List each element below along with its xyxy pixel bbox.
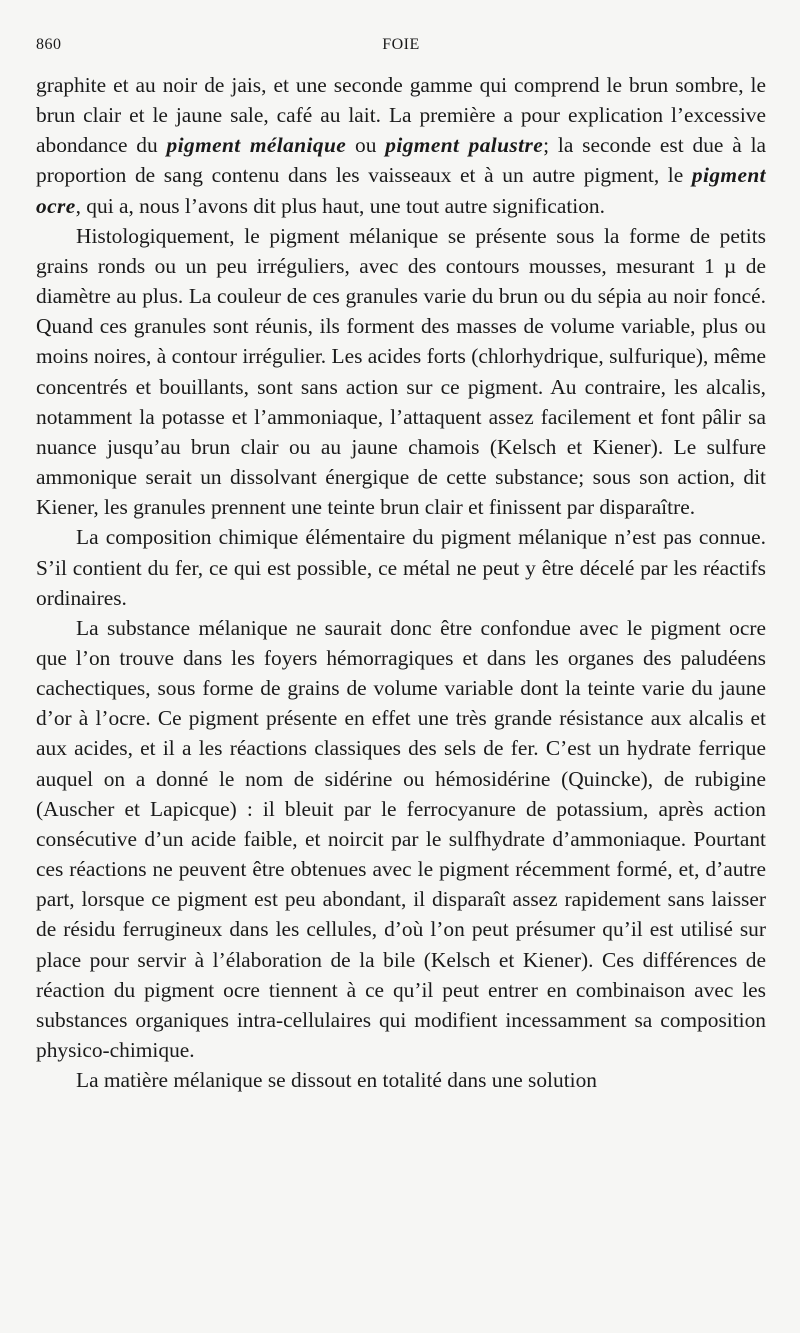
text-run: , qui a, nous l’avons dit plus haut, une tout autre signification.	[75, 193, 605, 218]
body-text	[36, 70, 766, 1095]
running-head	[36, 36, 766, 58]
italic-term: pigment mélanique	[166, 133, 347, 158]
paragraph	[36, 522, 766, 612]
text-run: La matière mélanique se dissout en totalité dans une solution	[76, 1068, 597, 1093]
text-run: La composition chimique élémentaire du pigment mélanique n’est pas connue. S’il contient du fer, ce qui est possible, ce métal ne peut y être décelé par les réactifs ordinaires.	[36, 525, 766, 610]
text-run: ; la seconde est due à la proportion de sang contenu dans les vaisseaux et à un autre pigment, le	[36, 133, 767, 188]
italic-term: pigment palustre	[385, 133, 544, 158]
text-run: La substance mélanique ne saurait donc être confondue avec le pigment ocre que l’on trouve dans les foyers hémorragiques et dans les organes des paludéens cachectiques, sous forme de grains de volume variable dont la teinte varie du jaune d’or à l’ocre. Ce pigment présente en effet une très grande résistance aux alcalis et aux acides, et il a les réactions classiques des sels de fer. C’est un hydrate ferrique auquel on a donné le nom de sidérine ou hémosidérine (Quincke), de rubigine (Auscher et Lapicque) : il bleuit par le ferrocyanure de potassium, après action consécutive d’un acide faible, et noircit par le sulfhydrate d’ammoniaque. Pourtant ces réactions ne peuvent être obtenues avec le pigment récemment formé, et, d’autre part, lorsque ce pigment est peu abondant, il disparaît assez rapidement sans laisser de résidu ferrugineux dans les cellules, d’où l’on peut présumer qu’il est utilisé sur place pour servir à l’élaboration de la bile (Kelsch et Kiener). Ces différences de réaction du pigment ocre tiennent à ce qu’il peut entrer en combinaison avec les substances organiques intra-cellulaires qui modifient incessamment sa composition physico-chimique.	[36, 615, 766, 1062]
text-run: graphite et au noir de jais, et une seconde gamme qui comprend le brun sombre, le brun clair et le jaune sale, café au lait. La première a pour explication l’excessive abondance du	[36, 73, 766, 158]
paragraph	[36, 221, 766, 523]
paragraph	[36, 70, 766, 221]
paragraph	[36, 613, 766, 1065]
italic-term: pigment ocre	[36, 163, 766, 218]
page-number: 860	[36, 36, 62, 53]
running-title: FOIE	[382, 36, 420, 53]
text-run: ou	[346, 133, 386, 158]
text-run: Histologiquement, le pigment mélanique se présente sous la forme de petits grains ronds ou un peu irréguliers, avec des contours mousses, mesurant 1 µ de diamètre au plus. La couleur de ces granules varie du brun ou du sépia au noir foncé. Quand ces granules sont réunis, ils forment des masses de volume variable, plus ou moins noires, à contour irrégulier. Les acides forts (chlorhydrique, sulfurique), même concentrés et bouillants, sont sans action sur ce pigment. Au contraire, les alcalis, notamment la potasse et l’ammoniaque, l’attaquent assez facilement et font pâlir sa nuance jusqu’au brun clair ou au jaune chamois (Kelsch et Kiener). Le sulfure ammonique serait un dissolvant énergique de cette substance; sous son action, dit Kiener, les granules prennent une teinte brun clair et finissent par disparaître.	[36, 223, 766, 520]
paragraph	[36, 1065, 766, 1095]
